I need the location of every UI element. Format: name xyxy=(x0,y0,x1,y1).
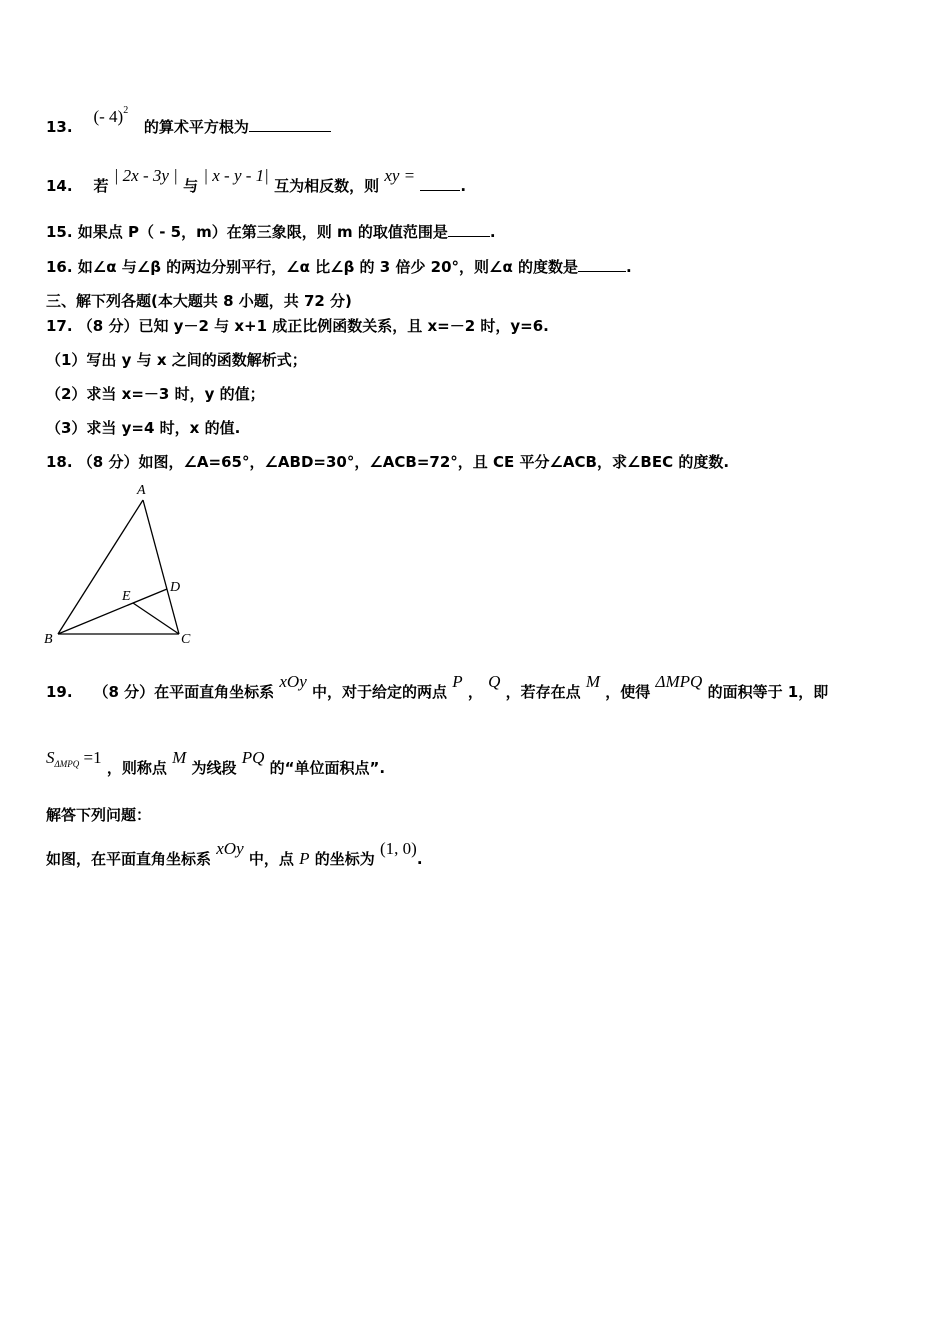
question-15 xyxy=(46,221,496,242)
q14-text: 互为相反数，则 xyxy=(274,177,380,195)
question-17-part-1: （1）写出 y 与 x 之间的函数解析式； xyxy=(46,351,307,369)
q15-end: . xyxy=(489,223,496,241)
answer-math-p: P xyxy=(299,849,310,868)
q16-end: . xyxy=(626,258,632,276)
q16-text: 16. 如∠α 与∠β 的两边分别平行，∠α 比∠β 的 3 倍少 20°，则∠α 的度数是 xyxy=(46,258,579,276)
section-3-heading: 三、解下列各题(本大题共 8 小题，共 72 分) xyxy=(46,292,352,310)
question-19: 19. （8 分）在平面直角坐标系 xOy 中，对于给定的两点 P ， Q ，若存在点 M ，使得 ΔMPQ 的面积等于 1，即 xyxy=(46,672,829,701)
question-17-part-3: （3）求当 y=4 时，x 的值. xyxy=(46,419,241,437)
q13-expression: (- 4)$^2$ xyxy=(93,105,129,126)
label-c: C xyxy=(181,632,191,647)
label-a: A xyxy=(137,483,146,498)
question-17: 17. （8 分）已知 y－2 与 x+1 成正比例函数关系，且 x=－2 时，y=6. xyxy=(46,317,549,335)
q14-end: . xyxy=(460,177,467,195)
answer-heading: 解答下列问题： xyxy=(46,806,152,824)
q13-text: 的算术平方根为 xyxy=(143,118,249,136)
question-16 xyxy=(46,256,632,277)
q16-answer-blank xyxy=(578,257,626,272)
edge-ab xyxy=(58,500,143,634)
q19-math-m: M xyxy=(585,672,601,691)
q15-answer-blank xyxy=(448,222,490,237)
question-13 xyxy=(46,105,331,137)
triangle-figure xyxy=(40,478,200,648)
question-17-part-2: （2）求当 x=－3 时，y 的值； xyxy=(46,385,265,403)
q14-mid: 与 xyxy=(183,177,199,195)
q14-expr-1: | 2x - 3y | xyxy=(113,166,178,185)
q14-expr-2: | x - y - 1| xyxy=(203,166,269,185)
q15-text: 15. 如果点 P（ - 5，m）在第三象限，则 m 的取值范围是 xyxy=(46,223,448,241)
label-e: E xyxy=(122,589,131,604)
q19-area-formula: $S_{\Delta MPQ} =1$ xyxy=(46,748,102,769)
q13-answer-blank xyxy=(249,117,331,132)
q13-number: 13. xyxy=(46,118,73,136)
q14-answer-blank xyxy=(420,176,460,191)
q19-math-m-2: M xyxy=(172,748,187,767)
q19-math-q: Q xyxy=(488,672,501,691)
q19-math-triangle-mpq: ΔMPQ xyxy=(655,672,703,691)
segment-bd xyxy=(58,589,167,634)
label-b: B xyxy=(44,632,53,647)
label-d: D xyxy=(170,580,181,595)
question-18: 18. （8 分）如图，∠A=65°，∠ABD=30°，∠ACB=72°，且 CE 平分∠ACB，求∠BEC 的度数. xyxy=(46,453,730,471)
q14-number: 14. xyxy=(46,177,73,195)
answer-math-xoy: xOy xyxy=(216,839,244,858)
answer-line: 如图，在平面直角坐标系 xOy 中，点 P 的坐标为 (1, 0). xyxy=(46,839,423,868)
question-19-line-2: $S_{\Delta MPQ} =1$ ，则称点 M 为线段 PQ 的“单位面积点”. xyxy=(46,748,386,777)
q19-math-xoy: xOy xyxy=(279,672,307,691)
question-14 xyxy=(46,166,467,196)
q14-expr-3: xy = xyxy=(384,166,416,185)
q19-math-p: P xyxy=(452,672,463,691)
answer-math-coordinate: (1, 0) xyxy=(379,839,417,858)
q19-math-pq: PQ xyxy=(241,748,265,767)
q14-pre: 若 xyxy=(93,177,109,195)
